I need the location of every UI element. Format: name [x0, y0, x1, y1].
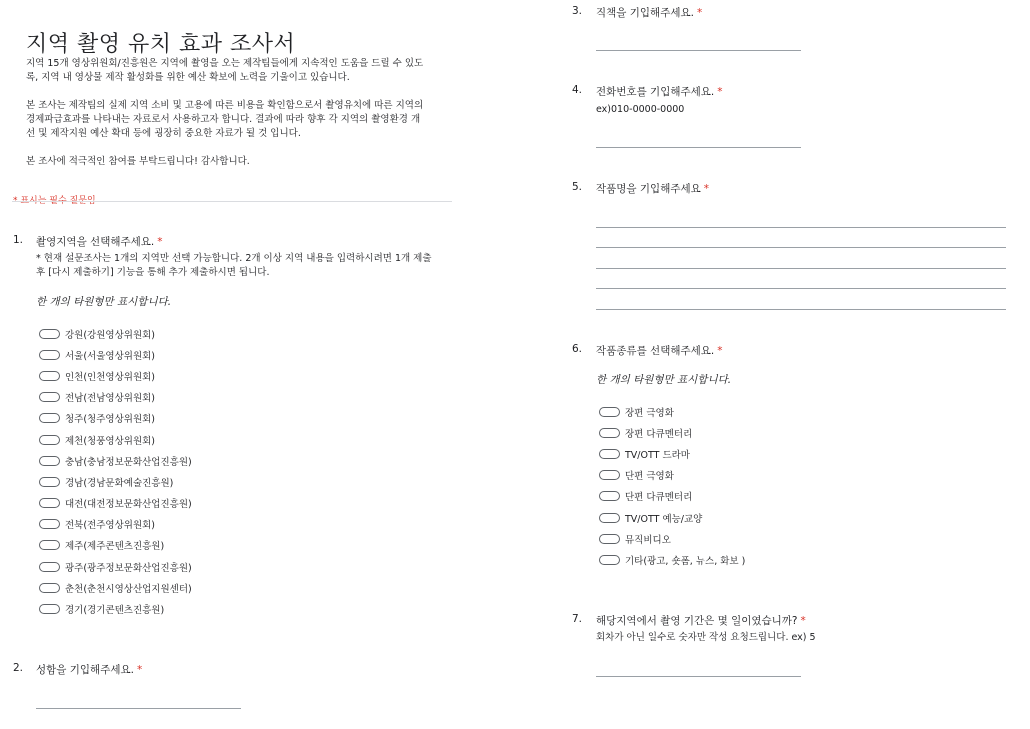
radio-option[interactable] — [39, 365, 192, 386]
question-number: 3. — [572, 5, 583, 17]
question-title-text: 촬영지역을 선택해주세요. — [36, 236, 155, 248]
option-label: 단편 다큐멘터리 — [625, 492, 693, 504]
option-label: TV/OTT 드라마 — [625, 449, 690, 461]
question-description — [36, 252, 446, 280]
radio-oval[interactable] — [39, 583, 60, 593]
radio-option[interactable] — [599, 401, 745, 422]
radio-oval[interactable] — [599, 428, 620, 438]
question-title-text: 작품종류를 선택해주세요. — [596, 345, 715, 357]
option-label: 춘천(춘천시영상산업지원센터) — [65, 583, 192, 595]
intro-line: 록, 지역 내 영상물 제작 활성화를 위한 예산 확보에 노력을 기울이고 있습니다. — [26, 72, 350, 83]
question-title-text: 작품명을 기입해주세요 — [596, 183, 701, 195]
option-label: 인천(인천영상위원회) — [65, 371, 156, 383]
question-title-text: 해당지역에서 촬영 기간은 몇 일이였습니까? — [596, 615, 798, 627]
radio-option[interactable] — [39, 598, 192, 619]
radio-option[interactable] — [39, 471, 192, 492]
radio-oval[interactable] — [599, 491, 620, 501]
intro-line: 본 조사에 적극적인 참여를 부탁드립니다! 감사합니다. — [26, 156, 250, 167]
radio-oval[interactable] — [39, 604, 60, 614]
intro-line: 지역 15개 영상위원회/진흥원은 지역에 촬영을 오는 제작팀들에게 지속적인 도움을 드릴 수 있도 — [26, 58, 424, 69]
required-star: * — [717, 86, 723, 98]
option-label: 강원(강원영상위원회) — [65, 329, 156, 341]
required-star: * — [703, 183, 710, 195]
region-options — [39, 323, 192, 620]
radio-option[interactable] — [39, 535, 192, 556]
option-label: 기타(광고, 숏폼, 뉴스, 화보 ) — [625, 555, 746, 567]
radio-option[interactable] — [39, 387, 192, 408]
work-type-options — [599, 401, 745, 571]
radio-oval[interactable] — [39, 392, 60, 402]
radio-option[interactable] — [599, 486, 745, 507]
radio-oval[interactable] — [39, 350, 60, 360]
form-title: 지역 촬영 유치 효과 조사서 — [26, 32, 296, 57]
intro-line: 경제파급효과를 나타내는 자료로서 사용하고자 합니다. 결과에 따라 향후 각 지역의 촬영환경 개 — [26, 114, 421, 125]
single-choice-hint: 한 개의 타원형만 표시합니다. — [36, 296, 172, 308]
radio-oval[interactable] — [39, 456, 60, 466]
duration-answer-line[interactable] — [596, 676, 801, 677]
single-choice-hint: 한 개의 타원형만 표시합니다. — [596, 374, 732, 386]
radio-option[interactable] — [39, 344, 192, 365]
radio-option[interactable] — [39, 323, 192, 344]
option-label: 제주(제주콘텐츠진흥원) — [65, 541, 165, 553]
option-label: 전남(전남영상위원회) — [65, 393, 156, 405]
required-star: * — [717, 345, 723, 357]
name-answer-line[interactable] — [36, 708, 241, 709]
radio-oval[interactable] — [39, 413, 60, 423]
radio-option[interactable] — [39, 408, 192, 429]
question-title-text: 직책을 기입해주세요. — [596, 7, 694, 19]
description-line: 후 [다시 제출하기] 기능을 통해 추가 제출하시면 됩니다. — [36, 267, 270, 278]
radio-oval[interactable] — [39, 540, 60, 550]
question-title — [36, 662, 142, 677]
radio-option[interactable] — [599, 507, 745, 528]
form-description — [26, 57, 436, 169]
question-title — [36, 234, 163, 249]
required-note: * 표시는 필수 질문임 — [13, 196, 96, 206]
radio-oval[interactable] — [599, 470, 620, 480]
radio-option[interactable] — [39, 514, 192, 535]
header-divider — [12, 201, 452, 202]
question-description: ex)010-0000-0000 — [596, 104, 685, 115]
radio-oval[interactable] — [599, 407, 620, 417]
title-answer-line[interactable] — [596, 309, 1006, 310]
radio-option[interactable] — [39, 450, 192, 471]
option-label: 제천(청풍영상위원회) — [65, 435, 156, 447]
title-answer-line[interactable] — [596, 268, 1006, 269]
radio-oval[interactable] — [39, 435, 60, 445]
option-label: 청주(청주영상위원회) — [65, 414, 156, 426]
radio-option[interactable] — [599, 465, 745, 486]
required-star: * — [157, 236, 163, 248]
option-label: 충남(충남정보문화산업진흥원) — [65, 456, 192, 468]
question-number: 4. — [572, 84, 583, 96]
question-title-text: 성함을 기입해주세요. — [36, 664, 134, 676]
title-answer-line[interactable] — [596, 288, 1006, 289]
title-answer-line[interactable] — [596, 247, 1006, 248]
question-number: 7. — [572, 613, 583, 625]
intro-line: 선 및 제작지원 예산 확대 등에 굉장히 중요한 자료가 될 것 입니다. — [26, 128, 301, 139]
option-label: 장편 다큐멘터리 — [625, 428, 693, 440]
question-title — [596, 613, 806, 628]
radio-oval[interactable] — [39, 329, 60, 339]
radio-option[interactable] — [39, 577, 192, 598]
radio-option[interactable] — [599, 528, 745, 549]
option-label: 뮤직비디오 — [625, 534, 671, 546]
radio-oval[interactable] — [39, 477, 60, 487]
option-label: 전북(전주영상위원회) — [65, 520, 156, 532]
radio-option[interactable] — [39, 429, 192, 450]
question-number: 1. — [13, 234, 24, 246]
radio-oval[interactable] — [39, 562, 60, 572]
radio-oval[interactable] — [599, 534, 620, 544]
radio-option[interactable] — [39, 493, 192, 514]
option-label: 경기(경기콘텐츠진흥원) — [65, 605, 165, 617]
title-answer-line[interactable] — [596, 227, 1006, 228]
option-label: 장편 극영화 — [625, 407, 674, 419]
option-label: 단편 극영화 — [625, 471, 674, 483]
question-title — [596, 343, 723, 358]
radio-oval[interactable] — [599, 555, 620, 565]
radio-option[interactable] — [39, 556, 192, 577]
radio-oval[interactable] — [599, 449, 620, 459]
question-number: 6. — [572, 343, 583, 355]
question-title — [596, 181, 709, 196]
option-label: 광주(광주정보문화산업진흥원) — [65, 562, 192, 574]
required-star: * — [136, 664, 143, 676]
option-label: 서울(서울영상위원회) — [65, 350, 156, 362]
radio-oval[interactable] — [599, 513, 620, 523]
phone-answer-line[interactable] — [596, 147, 801, 148]
question-description: 회차가 아닌 일수로 숫자만 작성 요청드립니다. ex) 5 — [596, 632, 816, 643]
radio-oval[interactable] — [39, 519, 60, 529]
radio-option[interactable] — [599, 549, 745, 570]
intro-line: 본 조사는 제작팀의 실제 지역 소비 및 고용에 따른 비용을 확인함으로서 촬영유치에 따른 지역의 — [26, 100, 424, 111]
radio-option[interactable] — [599, 443, 745, 464]
description-line: * 현재 설문조사는 1개의 지역만 선택 가능합니다. 2개 이상 지역 내용을 입력하시려면 1개 제출 — [36, 253, 432, 264]
question-number: 2. — [13, 662, 24, 674]
position-answer-line[interactable] — [596, 50, 801, 51]
question-title — [596, 5, 702, 20]
radio-option[interactable] — [599, 422, 745, 443]
required-star: * — [696, 7, 703, 19]
option-label: 대전(대전정보문화산업진흥원) — [65, 499, 192, 511]
option-label: TV/OTT 예능/교양 — [625, 513, 703, 525]
question-number: 5. — [572, 181, 583, 193]
required-star: * — [800, 615, 806, 627]
radio-oval[interactable] — [39, 371, 60, 381]
question-title-text: 전화번호를 기입해주세요. — [596, 86, 715, 98]
radio-oval[interactable] — [39, 498, 60, 508]
question-title — [596, 84, 723, 99]
option-label: 경남(경남문화예술진흥원) — [65, 477, 174, 489]
